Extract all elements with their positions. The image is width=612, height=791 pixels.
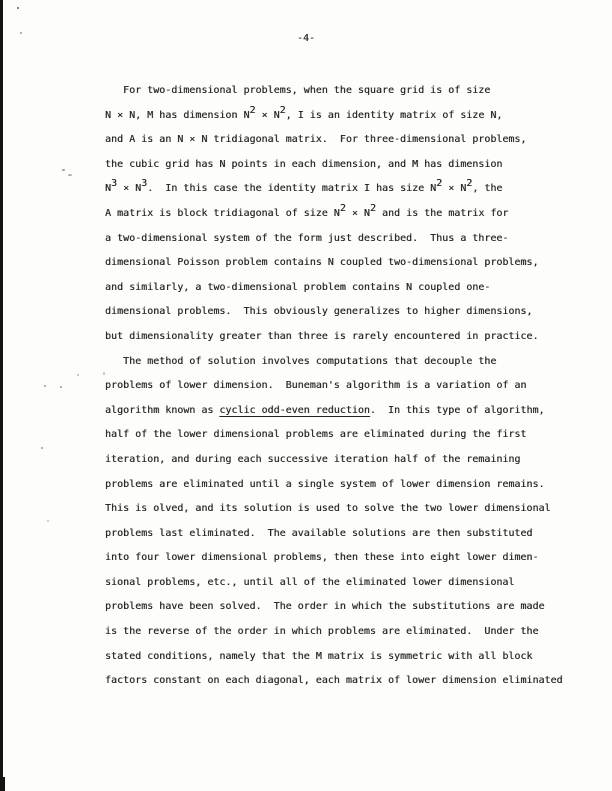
text-line (105, 350, 563, 375)
text-segment: problems last eliminated. The available solutions are then substituted (105, 527, 533, 539)
text-line (105, 276, 563, 301)
text-line (105, 128, 563, 153)
superscript-text: 2 (466, 178, 473, 190)
text-segment: iteration, and during each successive iteration half of the remaining (105, 453, 521, 465)
superscript-text: 2 (436, 178, 443, 190)
scan-speck (62, 169, 65, 171)
text-line (105, 595, 563, 620)
text-line (105, 448, 563, 473)
text-line (105, 153, 563, 178)
scan-edge-blob-artifact (0, 777, 5, 791)
text-segment: and similarly, a two-dimensional problem contains N coupled one- (105, 281, 491, 293)
text-segment: A matrix is block tridiagonal of size N (105, 207, 340, 219)
text-line (105, 325, 563, 350)
scan-speck (41, 447, 43, 449)
text-line (105, 497, 563, 522)
text-line (105, 177, 563, 202)
scan-speck (20, 32, 22, 34)
text-segment: is the reverse of the order in which problems are eliminated. Under the (105, 626, 539, 638)
text-segment: stated conditions, namely that the M matrix is symmetric with all block (105, 650, 533, 662)
text-segment: the cubic grid has N points in each dimension, and M has dimension (105, 158, 503, 170)
text-line (105, 669, 563, 694)
superscript-text: 2 (279, 104, 286, 116)
text-segment: but dimensionality greater than three is rarely encountered in practice. (105, 330, 539, 342)
text-segment: and A is an N × N tridiagonal matrix. For three-dimensional problems, (105, 134, 527, 146)
text-segment: For two-dimensional problems, when the square grid is of size (105, 85, 491, 96)
superscript-text: 2 (249, 104, 256, 116)
superscript-text: 2 (339, 202, 346, 214)
text-segment: a two-dimensional system of the form just described. Thus a three- (105, 232, 509, 244)
text-segment: dimensional problems. This obviously generalizes to higher dimensions, (105, 306, 533, 318)
text-segment: The method of solution involves computations that decouple the (105, 355, 497, 367)
superscript-text: 3 (111, 178, 118, 190)
superscript-text: 3 (141, 178, 148, 190)
text-segment: sional problems, etc., until all of the eliminated lower dimensional (105, 576, 515, 588)
text-segment: problems of lower dimension. Buneman's algorithm is a variation of an (105, 380, 527, 392)
text-segment: × N (117, 183, 142, 195)
text-segment: factors constant on each diagonal, each matrix of lower dimension eliminated (105, 675, 563, 687)
text-line (105, 374, 563, 399)
underlined-text: cyclic odd-even reduction (219, 404, 370, 416)
text-segment: . In this case the identity matrix I has size N (147, 183, 437, 195)
text-segment: N × N, M has dimension N (105, 109, 250, 121)
scan-speck (103, 372, 105, 375)
text-segment: × N (345, 207, 370, 219)
text-line (105, 473, 563, 498)
page-number: -4- (296, 33, 316, 44)
text-line (105, 423, 563, 448)
text-line (105, 620, 563, 645)
scan-speck (68, 174, 72, 176)
text-segment: This is olved, and its solution is used to solve the two lower dimensional (105, 503, 551, 515)
superscript-text: 2 (369, 202, 376, 214)
text-segment: half of the lower dimensional problems are eliminated during the first (105, 429, 527, 441)
text-segment: N (105, 183, 112, 195)
text-segment: algorithm known as (105, 404, 220, 416)
text-line (105, 79, 563, 104)
text-line (105, 202, 563, 227)
text-segment: × N (255, 109, 280, 121)
text-line (105, 546, 563, 571)
text-segment: dimensional Poisson problem contains N coupled two-dimensional problems, (105, 257, 539, 269)
text-line (105, 522, 563, 547)
scan-speck (17, 7, 19, 9)
document-body (105, 79, 563, 694)
text-segment: , the (472, 183, 503, 195)
scan-speck (60, 386, 62, 388)
text-segment: problems are eliminated until a single system of lower dimension remains. (105, 478, 545, 490)
scan-speck (77, 374, 79, 376)
text-line (105, 251, 563, 276)
text-line (105, 399, 563, 424)
text-segment: and is the matrix for (375, 207, 509, 219)
text-segment: × N (442, 183, 467, 195)
text-line (105, 645, 563, 670)
text-line (105, 104, 563, 129)
text-line (105, 571, 563, 596)
text-segment: problems have been solved. The order in which the substitutions are made (105, 601, 545, 613)
text-segment: . In this type of algorithm, (369, 404, 545, 416)
text-line (105, 300, 563, 325)
scan-speck (47, 520, 49, 522)
text-segment: into four lower dimensional problems, then these into eight lower dimen- (105, 552, 539, 564)
scan-edge-artifact (0, 0, 3, 791)
text-line (105, 227, 563, 252)
text-segment: , I is an identity matrix of size N, (285, 109, 503, 121)
scan-speck (44, 385, 46, 387)
